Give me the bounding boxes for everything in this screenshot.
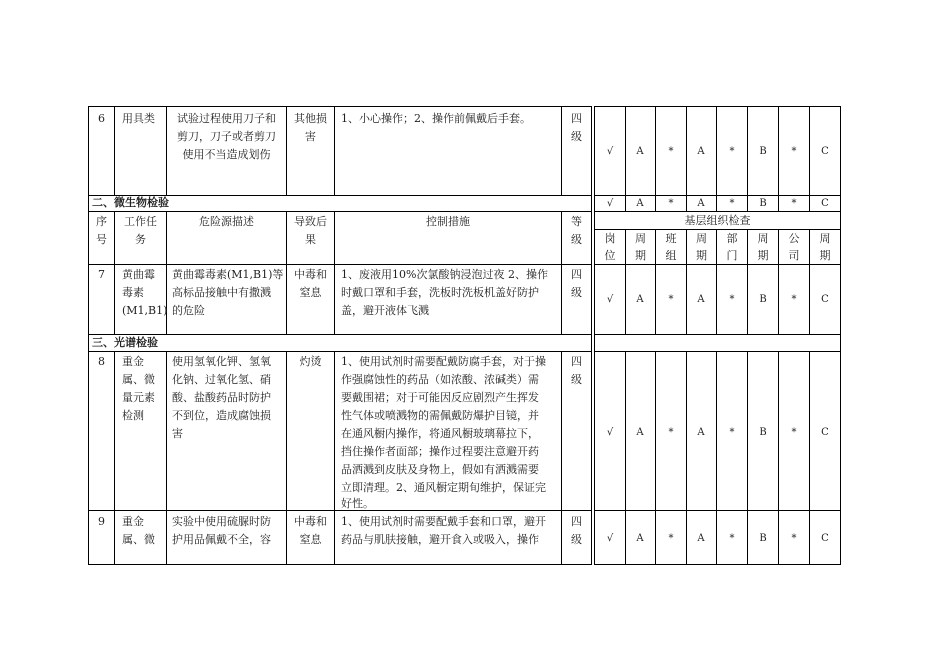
sub-6b: 期	[757, 249, 769, 262]
row9-mark-6: B	[759, 533, 767, 544]
row9-effect-1: 中毒和	[294, 515, 327, 528]
header-grade-2: 级	[571, 233, 582, 246]
row7-grade-1: 四	[571, 268, 582, 281]
row6-no: 6	[98, 112, 105, 125]
sub-1b: 位	[604, 249, 616, 262]
row8-hazard-3: 酸、盐酸药品时防护	[172, 391, 271, 404]
row8-control-6: 挡住操作者面部；操作过程要注意避开药	[341, 445, 539, 458]
s2-mark-7: *	[791, 198, 797, 209]
row8-grade-1: 四	[571, 355, 582, 368]
row8-effect: 灼烫	[299, 355, 322, 368]
row9-mark-3: *	[668, 533, 674, 544]
row9-hazard-2: 护用品佩戴不全，容	[172, 533, 271, 546]
row9-mark-5: *	[729, 533, 735, 544]
row6-mark-2: A	[636, 146, 644, 157]
row8-hazard-2: 化钠、过氧化氢、硝	[172, 373, 271, 386]
row9-mark-2: A	[636, 533, 644, 544]
row7-mark-5: *	[729, 294, 735, 305]
header-effect-1: 导致后	[294, 215, 327, 228]
row9-mark-8: C	[821, 533, 829, 544]
sub-4a: 周	[696, 232, 707, 245]
row8-mark-7: *	[791, 427, 797, 438]
row8-control-7: 品洒溅到皮肤及身物上，假如有洒溅需要	[341, 463, 539, 476]
row9-control-1: 1、使用试剂时需要配戴手套和口罩，避开	[341, 515, 546, 528]
section-microbiology: 二、微生物检验	[92, 196, 169, 209]
sub-2a: 周	[635, 232, 646, 245]
row9-mark-1: √	[606, 533, 614, 544]
s2-mark-8: C	[821, 198, 829, 209]
row9-grade-2: 级	[571, 533, 582, 546]
row8-hazard-5: 害	[172, 427, 183, 440]
row9-task-2: 属、微	[122, 533, 155, 546]
row7-no: 7	[98, 268, 105, 281]
row8-mark-1: √	[606, 427, 614, 438]
header-grade-1: 等	[571, 215, 582, 228]
row8-task-2: 属、微	[122, 373, 155, 386]
row8-hazard-1: 使用氢氧化钾、氢氧	[172, 355, 271, 368]
row8-hazard-4: 不到位，造成腐蚀损	[172, 409, 271, 422]
sub-7b: 司	[788, 249, 800, 262]
row8-mark-4: A	[697, 427, 705, 438]
header-no-1: 序	[96, 215, 107, 228]
row6-effect-1: 其他损	[294, 112, 327, 125]
row7-control-2: 时戴口罩和手套，洗板时洗板机盖好防护	[341, 286, 539, 299]
row6-mark-5: *	[729, 146, 735, 157]
sub-6a: 周	[757, 232, 769, 245]
row7-hazard-3: 的危险	[172, 304, 205, 317]
s2-mark-5: *	[729, 198, 735, 209]
row9-control-2: 药品与肌肤接触，避开食入或吸入，操作	[341, 533, 539, 546]
row7-hazard-1: 黄曲霉毒素(M1,B1)等	[172, 268, 284, 281]
row7-mark-4: A	[697, 294, 705, 305]
row8-task-3: 量元素	[122, 391, 155, 404]
row8-task-1: 重金	[122, 355, 144, 368]
s2-mark-6: B	[759, 198, 767, 209]
row7-mark-2: A	[636, 294, 644, 305]
sub-3b: 组	[665, 249, 677, 262]
row7-mark-8: C	[821, 294, 829, 305]
row8-mark-8: C	[821, 427, 829, 438]
header-hazard: 危险源描述	[199, 215, 254, 228]
row6-mark-8: C	[821, 146, 829, 157]
row9-task-1: 重金	[122, 515, 144, 528]
row7-task-2: 毒素	[122, 286, 144, 299]
row8-mark-5: *	[729, 427, 735, 438]
row6-grade-1: 四	[571, 112, 582, 125]
row9-grade-1: 四	[571, 515, 582, 528]
header-effect-2: 果	[305, 233, 316, 246]
row6-hazard-3: 使用不当造成划伤	[182, 148, 271, 161]
row7-control-3: 盖，避开液体飞溅	[341, 304, 429, 317]
header-task-1: 工作任	[124, 215, 157, 228]
sub-8b: 期	[819, 249, 831, 262]
sub-4b: 期	[696, 249, 707, 262]
sub-2b: 期	[635, 249, 646, 262]
row8-control-8: 立即清理。2、通风橱定期旬维护，保证完	[341, 481, 546, 494]
row6-hazard-1: 试验过程使用刀子和	[177, 112, 276, 125]
row6-effect-2: 害	[305, 130, 316, 143]
sub-8a: 周	[819, 232, 831, 245]
header-task-2: 务	[135, 233, 146, 246]
row9-mark-4: A	[697, 533, 705, 544]
s2-mark-1: √	[606, 198, 614, 209]
row6-grade-2: 级	[571, 130, 582, 143]
row7-mark-3: *	[668, 294, 674, 305]
section-spectroscopy: 三、光谱检验	[92, 336, 158, 349]
row7-control-1: 1、废液用10%次氯酸钠浸泡过夜 2、操作	[341, 268, 548, 281]
row8-task-4: 检测	[122, 409, 144, 422]
row6-mark-1: √	[606, 146, 614, 157]
row8-control-1: 1、使用试剂时需要配戴防腐手套，对于操	[341, 355, 546, 368]
row9-effect-2: 窒息	[299, 533, 322, 546]
row7-mark-1: √	[606, 294, 614, 305]
row8-control-4: 性气体或喷溅物的需佩戴防爆护目镜，并	[341, 409, 539, 422]
sub-1a: 岗	[604, 232, 616, 245]
row6-task: 用具类	[122, 112, 155, 125]
header-group-check: 基层组织检查	[684, 214, 751, 227]
sub-3a: 班	[665, 232, 677, 245]
s2-mark-3: *	[668, 198, 674, 209]
row6-control-1: 1、小心操作；2、操作前佩戴后手套。	[341, 112, 531, 125]
row6-mark-6: B	[759, 146, 767, 157]
row7-grade-2: 级	[571, 286, 582, 299]
s2-mark-4: A	[697, 198, 705, 209]
header-no-2: 号	[96, 233, 107, 246]
row6-hazard-2: 剪刀，刀子或者剪刀	[177, 130, 276, 143]
row8-mark-6: B	[759, 427, 767, 438]
row8-mark-2: A	[636, 427, 644, 438]
sub-7a: 公	[788, 232, 800, 245]
row7-mark-6: B	[759, 294, 767, 305]
row8-control-9: 好性。	[341, 497, 374, 510]
row9-hazard-1: 实验中使用硫脲时防	[172, 515, 271, 528]
row8-no: 8	[98, 355, 105, 368]
row9-mark-7: *	[791, 533, 797, 544]
row7-effect-2: 窒息	[299, 286, 322, 299]
row8-mark-3: *	[668, 427, 674, 438]
row7-effect-1: 中毒和	[294, 268, 327, 281]
row7-task-3: (M1,B1)	[122, 304, 168, 317]
row6-mark-7: *	[791, 146, 797, 157]
sub-5a: 部	[726, 232, 738, 245]
sub-5b: 门	[726, 249, 738, 262]
row8-control-3: 要戴围裙；对于可能因反应剧烈产生挥发	[341, 391, 539, 404]
s2-mark-2: A	[636, 198, 644, 209]
row6-mark-4: A	[697, 146, 705, 157]
row7-task-1: 黄曲霉	[122, 268, 155, 281]
row8-grade-2: 级	[571, 373, 582, 386]
header-control: 控制措施	[426, 215, 470, 228]
row9-no: 9	[98, 515, 105, 528]
row8-control-5: 在通风橱内操作，将通风橱玻璃幕拉下，	[341, 427, 539, 440]
row7-mark-7: *	[791, 294, 797, 305]
row6-mark-3: *	[668, 146, 674, 157]
row8-control-2: 作强腐蚀性的药品（如浓酸、浓碱类）需	[341, 373, 539, 386]
row7-hazard-2: 高标品接触中有撒溅	[172, 286, 271, 299]
